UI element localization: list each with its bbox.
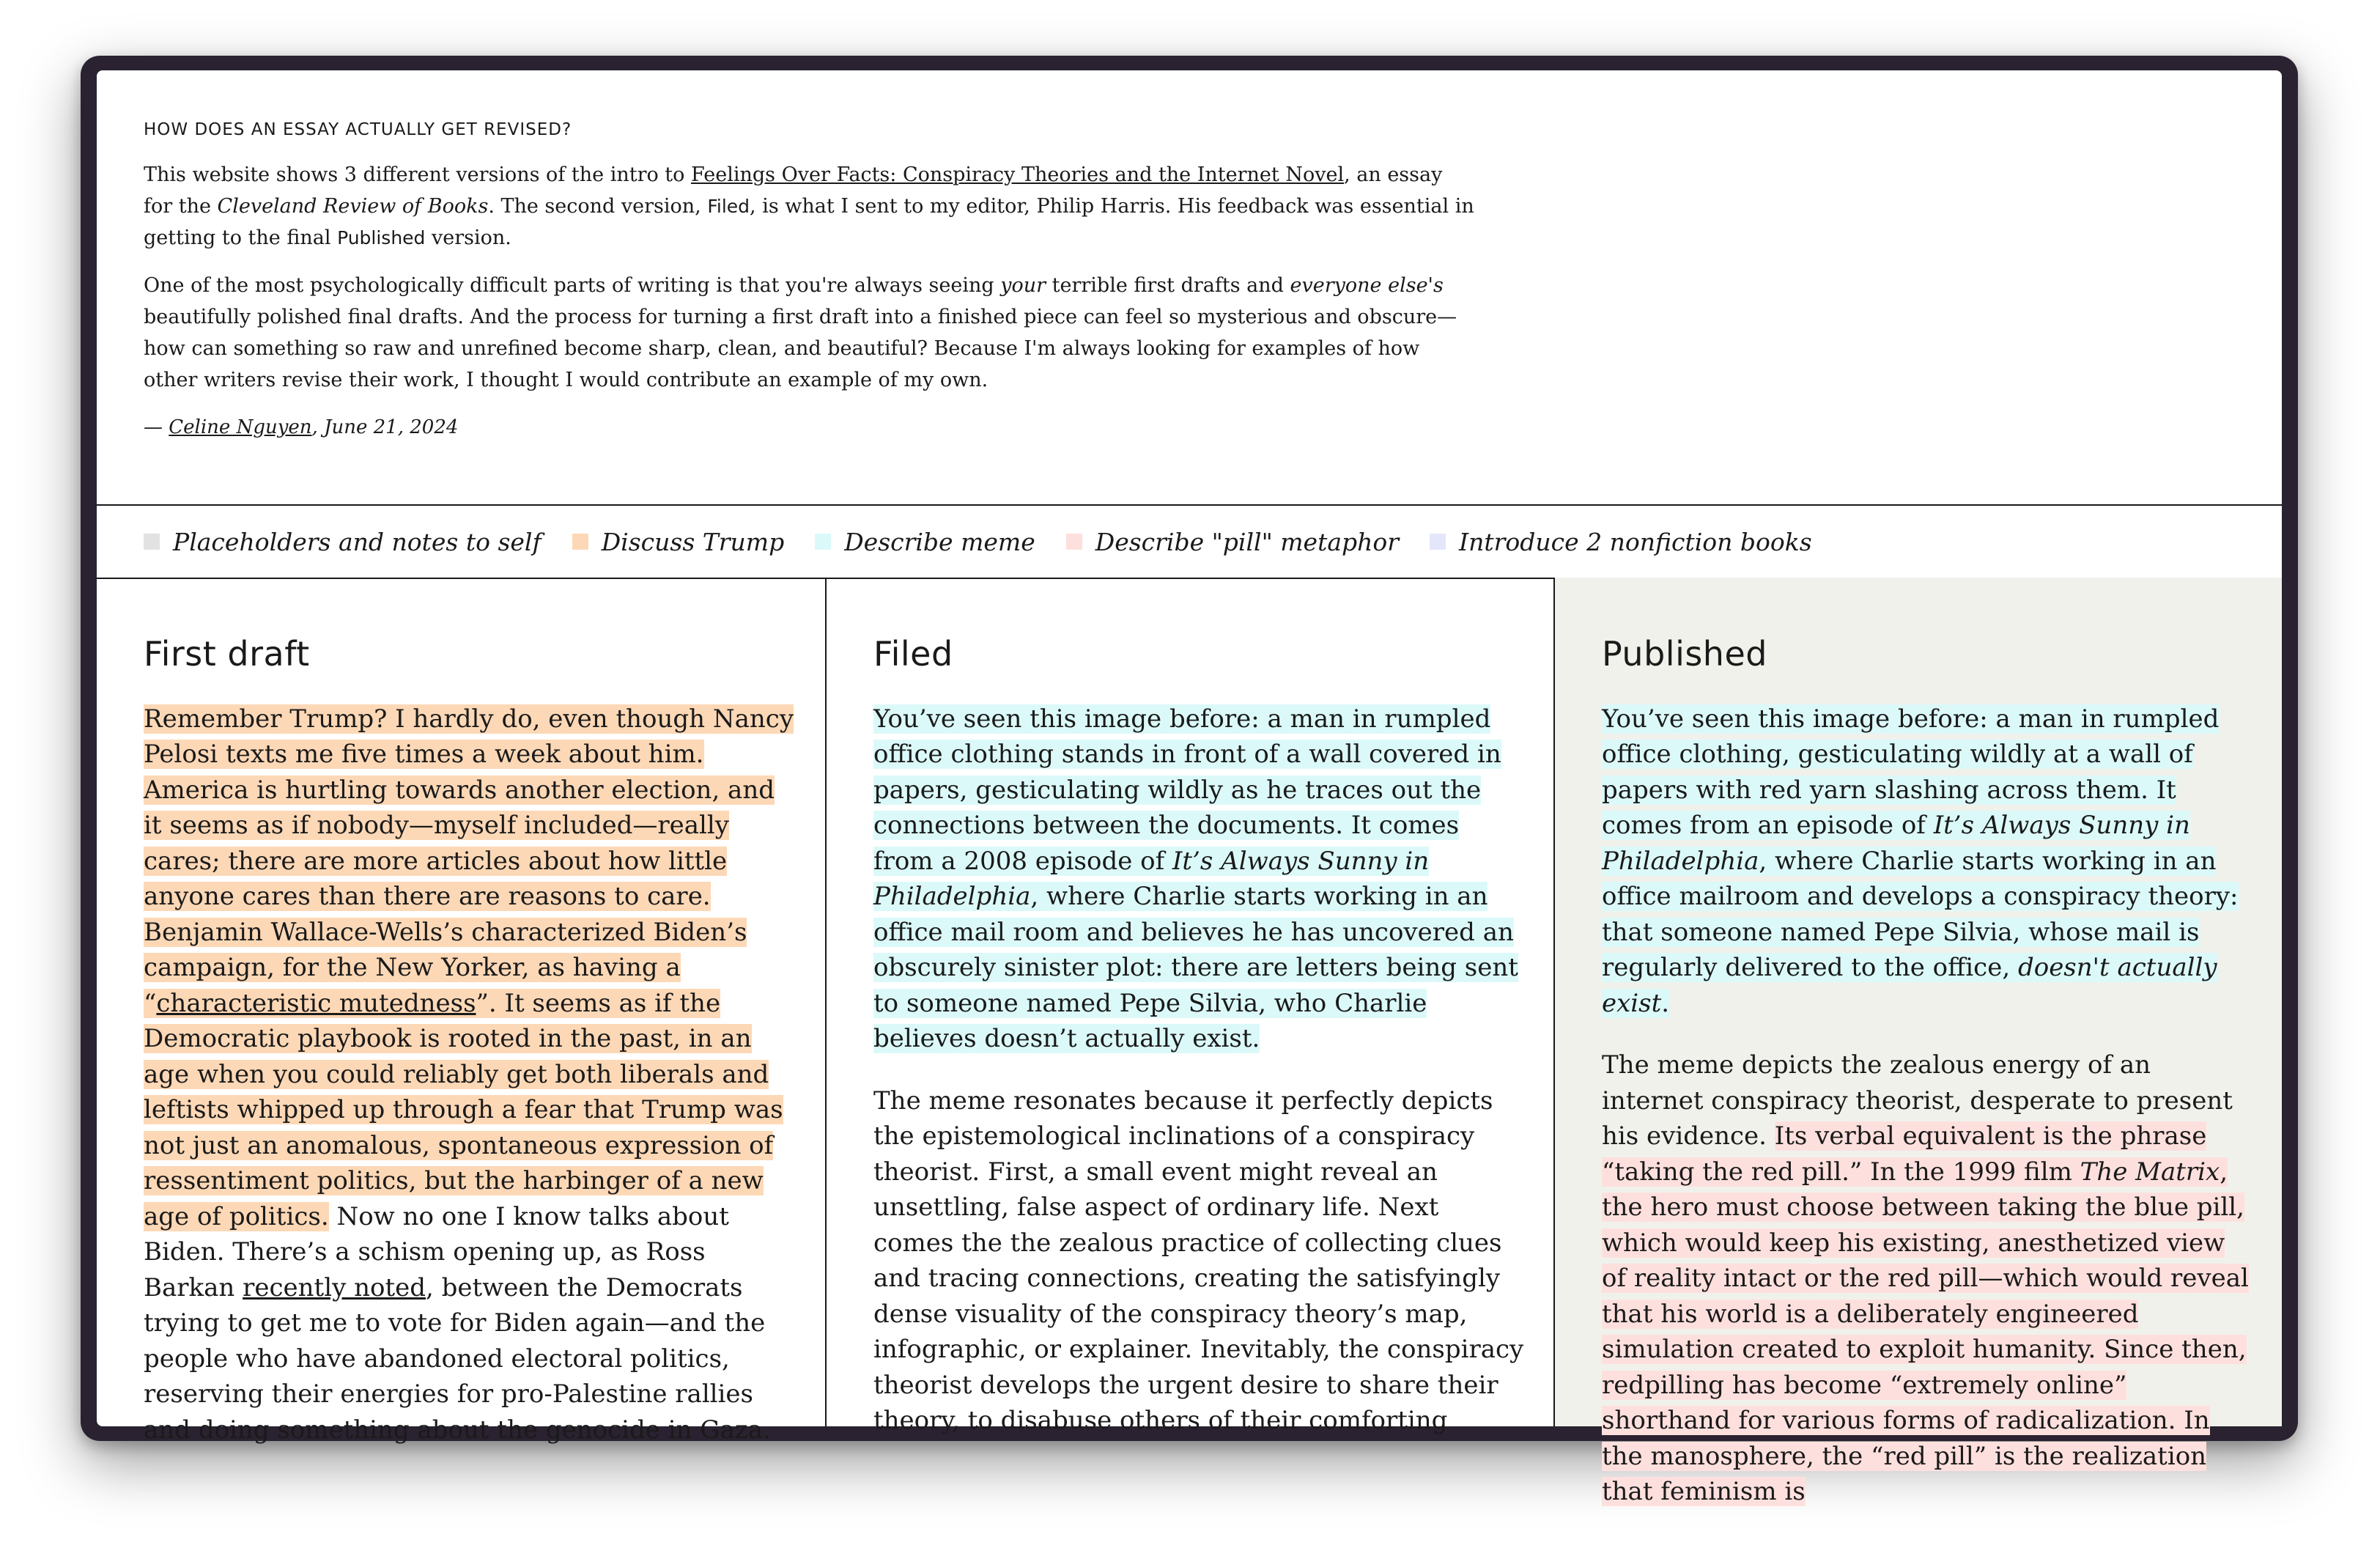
publication-name: Cleveland Review of Books (217, 195, 489, 218)
draft-text: Now no one I know talks about Biden. There’s a schism opening up, as Ross Barkan (144, 1201, 729, 1302)
intro-emphasis: everyone else's (1290, 274, 1444, 297)
intro-paragraph-1 (144, 159, 1477, 254)
filed-text: You’ve seen this image before: a man in rumpled office clothing stands in front of a wall covered in papers, gesticulating wildly as he traces out the connections between the documents. It comes from a 2008 episode of (873, 704, 1501, 876)
filed-label: Filed (707, 196, 750, 217)
intro-paragraph-2 (144, 270, 1477, 396)
published-paragraph-1 (1602, 701, 2252, 1022)
versions-columns (97, 578, 2282, 1506)
column-title-first-draft: First draft (144, 634, 310, 674)
filed-paragraph-2: The meme resonates because it perfectly depicts the epistemological inclinations of a conspiracy theorist. First, a small event might reveal an unsettling, false aspect of ordinary life. Next comes the the zealous practice of collecting clues and tracing connections, creating the satisfyingly dense visuality of the conspiracy theory’s map, infographic, or explainer. Inevitably, the conspiracy theorist develops the urgent desire to share their theory, to disabuse others of their comforting (873, 1086, 1524, 1435)
intro-emphasis: your (1000, 274, 1046, 297)
published-text: . (1661, 988, 1670, 1018)
highlight-trump (144, 704, 794, 1231)
show-title: It’s Always Sunny in Philadelphia (873, 846, 1430, 911)
intro-heading: HOW DOES AN ESSAY ACTUALLY GET REVISED? (144, 120, 572, 139)
draft-text: , between the Democrats trying to get me to vote for Biden again—and the people who have abandoned electoral politics, reserving their energies for pro-Palestine rallies and doing something about the genocide in Gaza. (144, 1272, 771, 1445)
legend-label: Introduce 2 nonfiction books (1459, 527, 1812, 556)
highlight-meme (1602, 704, 2239, 1018)
characteristic-mutedness-link[interactable]: characteristic mutedness (156, 988, 476, 1018)
legend-item-trump (572, 528, 785, 556)
app-window (81, 56, 2298, 1506)
essay-link[interactable]: Feelings Over Facts: Conspiracy Theories and the Internet Novel (691, 163, 1345, 186)
legend-swatch (572, 534, 588, 550)
intro-text: One of the most psychologically difficult parts of writing is that you're always seeing (144, 274, 1001, 297)
published-column[interactable] (1553, 578, 2282, 1506)
legend-item-books (1430, 528, 1812, 556)
film-title: The Matrix (2080, 1157, 2220, 1187)
published-text: , the hero must choose between taking the blue pill, which would keep his existing, anesthetized view of reality intact or the red pill—which would reveal that his world is a deliberately engineered simulation created to exploit humanity. Since then, redpilling has become “extremely online” shorthand for various forms of radicalization. In the manosphere, the “red pill” is the realization that feminism is (1602, 1157, 2249, 1506)
intro-section (144, 114, 1477, 460)
legend-label: Describe "pill" metaphor (1095, 527, 1400, 556)
legend-swatch (1430, 534, 1446, 550)
intro-text: beautifully polished final drafts. And the process for turning a first draft into a finished piece can feel so mysterious and obscure—how can something so raw and unrefined become sharp, clean, and beautiful? Because I'm always looking for examples of how other writers revise their work, I thought I would contribute an example of my own. (144, 306, 1457, 391)
highlight-legend (97, 504, 2282, 579)
legend-item-pill (1066, 528, 1399, 556)
published-text: The meme depicts the zealous energy of an internet conspiracy theorist, desperate to present his evidence. (1602, 1050, 2233, 1151)
intro-text: , is what I sent to my editor, Philip Harris. His feedback was essential in getting to the final (144, 195, 1474, 249)
intro-text: , an essay for the (144, 163, 1443, 218)
published-emphasis: doesn't actually exist (1602, 953, 2217, 1018)
published-text: Its verbal equivalent is the phrase “taking the red pill.” In the 1999 film (1602, 1121, 2207, 1187)
byline (144, 412, 1477, 443)
intro-text: version. (425, 226, 511, 249)
intro-text: terrible first drafts and (1046, 274, 1290, 297)
show-title: It’s Always Sunny in Philadelphia (1602, 811, 2190, 876)
column-title-filed: Filed (873, 634, 953, 674)
legend-item-meme (815, 528, 1035, 556)
legend-swatch (815, 534, 831, 550)
draft-text: ”. It seems as if the Democratic playbook is rooted in the past, in an age when you could reliably get both liberals and leftists whipped up through a fear that Trump was not just an anomalous, spontaneous expression of ressentiment politics, but the harbinger of a new age of politics. (144, 988, 783, 1231)
first-draft-column[interactable] (97, 578, 825, 1445)
legend-label: Placeholders and notes to self (173, 527, 542, 556)
filed-paragraph-1 (873, 701, 1524, 1057)
intro-text: . The second version, (488, 195, 708, 218)
draft-paragraph (144, 701, 796, 1448)
recently-noted-link[interactable]: recently noted (243, 1272, 426, 1302)
legend-item-notes (144, 528, 542, 556)
published-text: You’ve seen this image before: a man in rumpled office clothing, gesticulating wildly at a wall of papers with red yarn slashing across them. It comes from an episode of (1602, 704, 2220, 840)
filed-text: , where Charlie starts working in an office mail room and believes he has uncovered an obscurely sinister plot: there are letters being sent to someone named Pepe Silvia, who Charlie believes doesn’t actually exist. (873, 882, 1518, 1053)
byline-date: , June 21, 2024 (311, 416, 459, 438)
published-text: , where Charlie starts working in an office mailroom and develops a conspiracy theory: that someone named Pepe Silvia, whose mail is regularly delivered to the office, (1602, 846, 2239, 982)
column-title-published: Published (1602, 634, 1767, 674)
page-content (97, 70, 2282, 1506)
legend-label: Discuss Trump (601, 527, 785, 556)
highlight-meme (873, 704, 1518, 1054)
published-label: Published (337, 227, 426, 248)
byline-dash: — (144, 416, 169, 438)
filed-column[interactable] (825, 578, 1553, 1435)
author-link[interactable]: Celine Nguyen (169, 416, 312, 438)
legend-swatch (1066, 534, 1082, 550)
published-paragraph-2 (1602, 1047, 2252, 1510)
legend-label: Describe meme (844, 527, 1035, 556)
highlight-pill (1602, 1121, 2249, 1506)
draft-text: Remember Trump? I hardly do, even though Nancy Pelosi texts me five times a week about him. America is hurtling towards another election, and it seems as if nobody—myself included—really cares; there are more articles about how little anyone cares than there are reasons to care. Benjamin Wallace-Wells’s characterized Biden’s campaign, for the New Yorker, as having a “ (144, 704, 794, 1018)
legend-swatch (144, 534, 160, 550)
intro-text: This website shows 3 different versions of the intro to (144, 163, 691, 186)
